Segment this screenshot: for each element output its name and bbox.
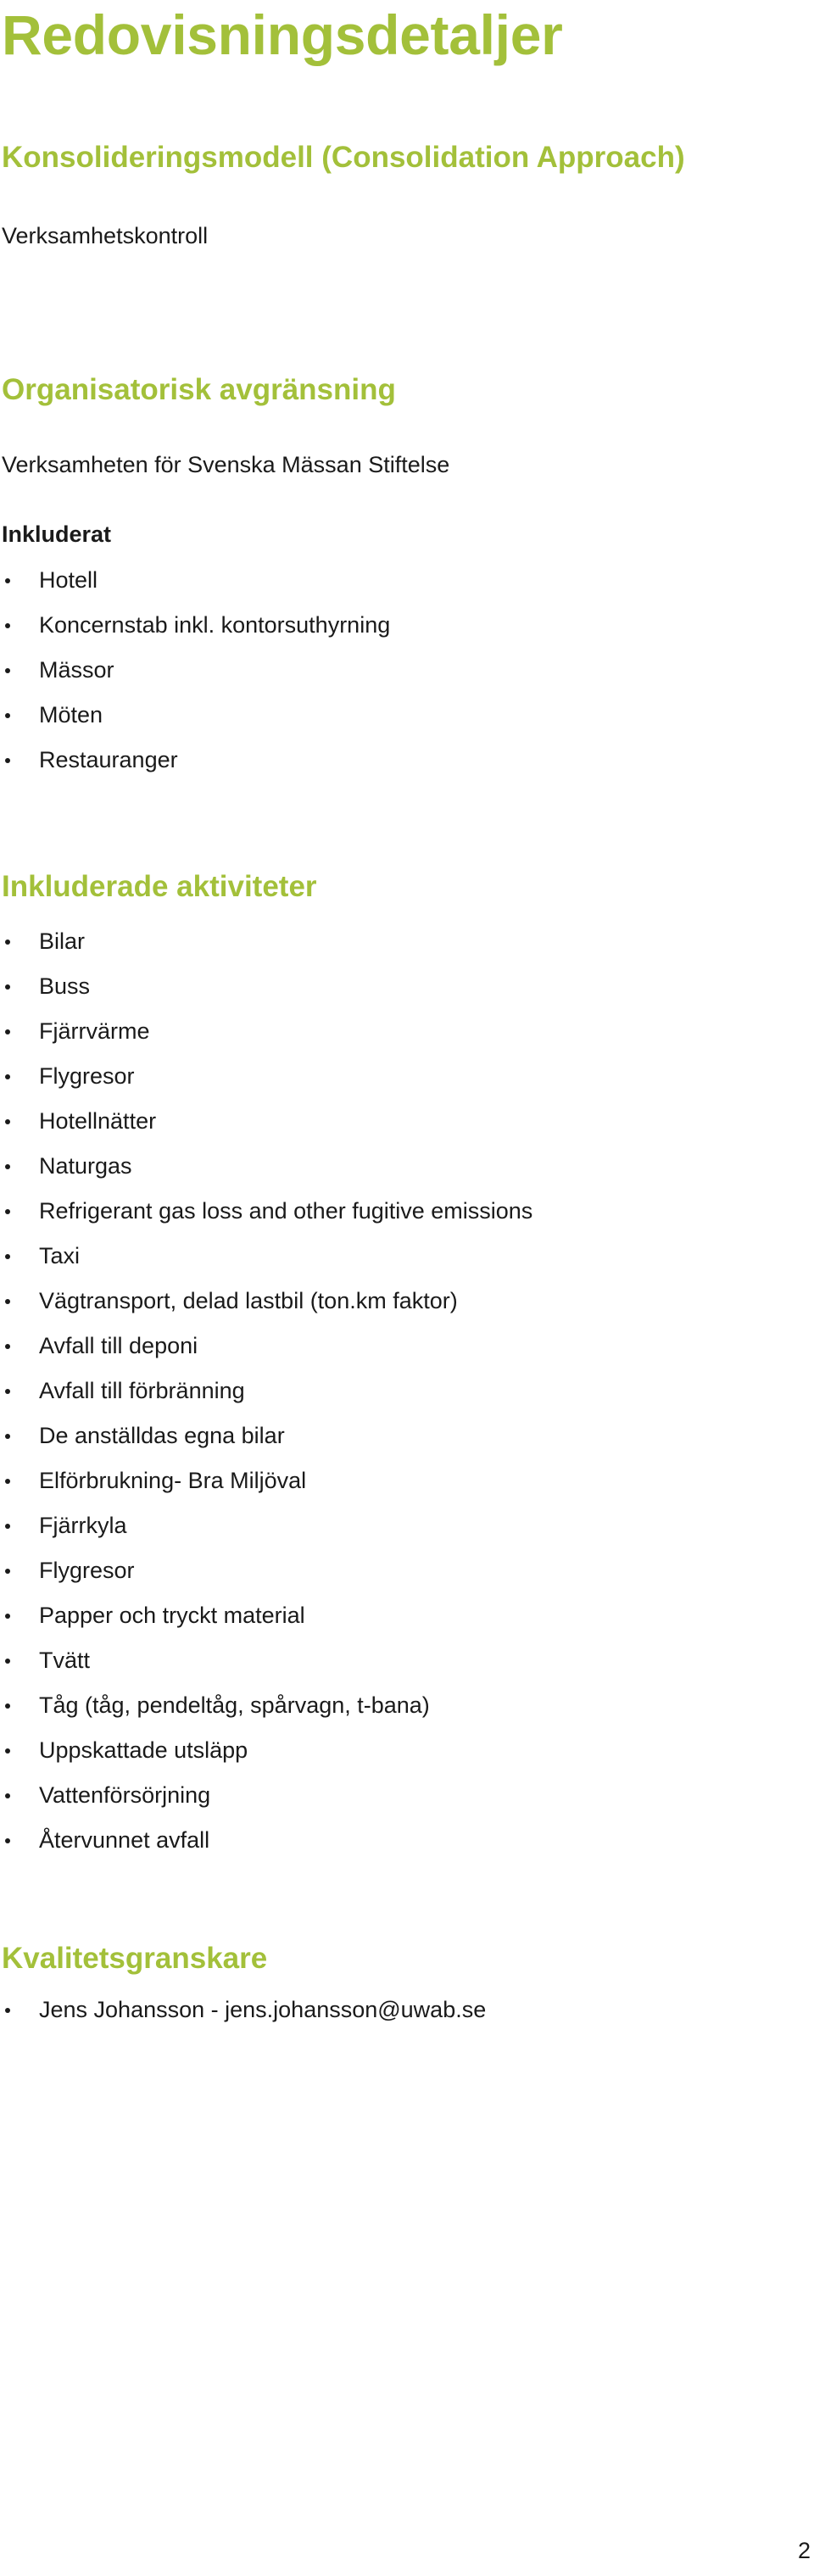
activities-heading: Inkluderade aktiviteter [2,870,317,903]
list-item: Avfall till deponi [0,1330,532,1361]
bullet-icon [5,1479,10,1484]
quality-reviewer-list [0,1994,486,2039]
bullet-icon [5,1389,10,1394]
bullet-icon [5,1569,10,1574]
org-boundary-heading: Organisatorisk avgränsning [2,373,396,406]
bullet-icon [5,1793,10,1798]
list-item: Tåg (tåg, pendeltåg, spårvagn, t-bana) [0,1690,532,1720]
bullet-icon [5,1748,10,1754]
list-item: Hotellnätter [0,1106,532,1136]
quality-reviewer-heading: Kvalitetsgranskare [2,1942,268,1975]
bullet-icon [5,668,10,673]
list-item: Vattenförsörjning [0,1780,532,1810]
list-item: De anställdas egna bilar [0,1420,532,1451]
included-label: Inkluderat [2,521,112,547]
bullet-icon [5,578,10,583]
included-list [0,565,390,789]
bullet-icon [5,713,10,718]
bullet-icon [5,1029,10,1034]
list-item: Jens Johansson - jens.johansson@uwab.se [0,1994,486,2025]
list-item: Taxi [0,1241,532,1271]
page-title: Redovisningsdetaljer [2,3,563,66]
bullet-icon [5,623,10,628]
bullet-icon [5,1434,10,1439]
bullet-icon [5,1344,10,1349]
list-item: Bilar [0,926,532,956]
list-item: Restauranger [0,744,390,775]
list-item: Hotell [0,565,390,595]
list-item: Elförbrukning- Bra Miljöval [0,1465,532,1496]
bullet-icon [5,1614,10,1619]
list-item: Fjärrkyla [0,1510,532,1541]
bullet-icon [5,1659,10,1664]
list-item: Möten [0,700,390,730]
list-item: Avfall till förbränning [0,1375,532,1406]
bullet-icon [5,1703,10,1709]
bullet-icon [5,1074,10,1079]
bullet-icon [5,1119,10,1124]
bullet-icon [5,984,10,990]
activities-list [0,926,532,1870]
bullet-icon [5,2008,10,2013]
consolidation-heading: Konsolideringsmodell (Consolidation Approach) [2,141,685,174]
list-item: Fjärrvärme [0,1016,532,1046]
bullet-icon [5,1164,10,1169]
list-item: Vägtransport, delad lastbil (ton.km faktor) [0,1285,532,1316]
list-item: Refrigerant gas loss and other fugitive emissions [0,1196,532,1226]
bullet-icon [5,940,10,945]
bullet-icon [5,758,10,763]
list-item: Mässor [0,655,390,685]
bullet-icon [5,1299,10,1304]
list-item: Koncernstab inkl. kontorsuthyrning [0,610,390,640]
bullet-icon [5,1209,10,1214]
list-item: Flygresor [0,1555,532,1586]
list-item: Återvunnet avfall [0,1825,532,1855]
list-item: Uppskattade utsläpp [0,1735,532,1765]
list-item: Buss [0,971,532,1001]
bullet-icon [5,1838,10,1843]
org-boundary-value: Verksamheten för Svenska Mässan Stiftelse [2,452,450,477]
bullet-icon [5,1254,10,1259]
list-item: Naturgas [0,1151,532,1181]
list-item: Tvätt [0,1645,532,1676]
list-item: Flygresor [0,1061,532,1091]
page-number: 2 [797,2538,811,2563]
list-item: Papper och tryckt material [0,1600,532,1631]
bullet-icon [5,1524,10,1529]
consolidation-value: Verksamhetskontroll [2,223,209,248]
